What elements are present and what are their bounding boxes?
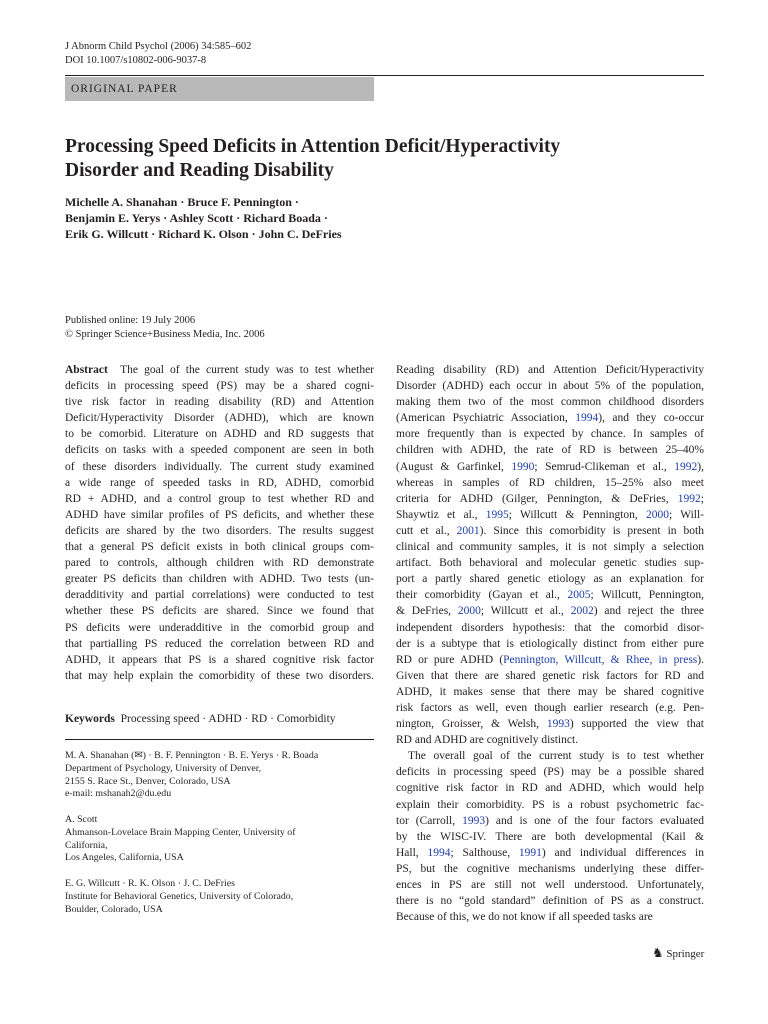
body-text: Given that there are shared genetic risk factors for RD and bbox=[396, 669, 704, 682]
body-line bbox=[396, 426, 704, 442]
body-text: cutt et al., bbox=[396, 524, 457, 537]
body-text: risk factors as well, even though earlier research (e.g. Pen- bbox=[396, 701, 704, 714]
abstract-line: deficits on tasks with a speeded component are seen in both bbox=[65, 444, 374, 457]
affiliation-line: Department of Psychology, University of Denver, bbox=[65, 762, 262, 774]
author-list bbox=[65, 194, 405, 242]
author-line: Benjamin E. Yerys · Ashley Scott · Richard Boada · bbox=[65, 211, 328, 225]
body-line bbox=[396, 877, 704, 893]
body-text: independent disorders hypothesis: that the comorbid disor- bbox=[396, 621, 704, 634]
abstract-line: of these disorders individually. The current study examined bbox=[65, 460, 374, 473]
doi-line: DOI 10.1007/s10802-006-9037-8 bbox=[65, 55, 207, 66]
article-title-line: Disorder and Reading Disability bbox=[65, 160, 334, 181]
body-text: ; Semrud-Clikeman et al., bbox=[534, 460, 675, 473]
body-line bbox=[396, 539, 704, 555]
body-line bbox=[396, 813, 704, 829]
body-text: ) and individual differences in bbox=[541, 846, 704, 859]
body-text: ADHD, it makes sense that there may be shared cognitive bbox=[396, 685, 704, 698]
body-text: cognitive risk factor in RD and ADHD, which would help bbox=[396, 782, 704, 795]
keywords bbox=[65, 711, 385, 727]
abstract-line: that a general PS deficit exists in both clinical groups com- bbox=[65, 541, 374, 554]
affiliation-line: Ahmanson-Lovelace Brain Mapping Center, University of bbox=[65, 826, 296, 838]
body-text: ences in PS are still not well understood. Unfortunately, bbox=[396, 879, 704, 891]
body-text: more frequently than is expected by chance. In samples of bbox=[396, 428, 704, 441]
body-text: ). bbox=[697, 653, 704, 666]
author-line: Erik G. Willcutt · Richard K. Olson · John C. DeFries bbox=[65, 227, 342, 241]
affiliation-line: M. A. Shanahan (✉) · B. F. Pennington · B. E. Yerys · R. Boada bbox=[65, 750, 319, 761]
citation-link[interactable]: 1993 bbox=[462, 814, 486, 827]
body-line bbox=[396, 652, 704, 668]
body-text: The overall goal of the current study is to test whether bbox=[408, 750, 704, 763]
body-text: ) and reject the three bbox=[593, 605, 704, 618]
body-text: port a partly shared genetic etiology as an explanation for bbox=[396, 573, 704, 586]
body-line bbox=[396, 764, 704, 780]
publisher-footer bbox=[652, 946, 704, 961]
body-text: der is a subtype that is etiologically distinct from either pure bbox=[396, 637, 704, 650]
body-line bbox=[396, 603, 704, 619]
body-line bbox=[396, 523, 704, 539]
header-rule bbox=[65, 75, 704, 76]
body-line bbox=[396, 571, 704, 587]
published-date: Published online: 19 July 2006 bbox=[65, 315, 196, 326]
citation-link[interactable]: 1994 bbox=[427, 846, 451, 859]
affiliation-block bbox=[65, 814, 374, 865]
body-line bbox=[396, 491, 704, 507]
abstract-line: tive risk factor in reading disability (RD) and Attention bbox=[65, 396, 374, 409]
body-line bbox=[396, 507, 704, 523]
body-text: Disorder (ADHD) each occur in about 5% of the population, bbox=[396, 380, 704, 393]
body-text: their comorbidity (Gayan et al., bbox=[396, 589, 568, 602]
body-text: artifact. Both behavioral and molecular genetic studies sup- bbox=[396, 557, 704, 570]
body-text: Hall, bbox=[396, 846, 428, 859]
abstract-line: The goal of the current study was to test whether bbox=[120, 364, 374, 376]
citation-link[interactable]: 2001 bbox=[456, 524, 480, 537]
citation-link[interactable]: 1992 bbox=[674, 460, 698, 473]
citation-link[interactable]: 1995 bbox=[485, 508, 509, 521]
affiliation-line: Institute for Behavioral Genetics, University of Colorado, bbox=[65, 890, 294, 902]
keywords-label: Keywords bbox=[65, 713, 115, 725]
body-text: whereas in samples of RD children, 15–25% also meet bbox=[396, 476, 704, 489]
body-text: (American Psychiatric Association, bbox=[396, 412, 576, 425]
affiliation-line: A. Scott bbox=[65, 814, 98, 825]
body-line bbox=[396, 394, 704, 410]
body-text: ) and is one of the four factors evaluated bbox=[485, 814, 704, 827]
body-text: ). Since this comorbidity is present in both bbox=[479, 524, 704, 537]
body-text: (August & Garfinkel, bbox=[396, 460, 512, 473]
body-text: ; Willcutt et al., bbox=[480, 605, 571, 618]
copyright-notice: © Springer Science+Business Media, Inc. 2006 bbox=[65, 329, 265, 340]
abstract-line: PS deficits were underadditive in the comorbid group and bbox=[65, 621, 374, 634]
body-line bbox=[396, 362, 704, 378]
abstract-line: RD + ADHD, and a control group to test whether RD and bbox=[65, 492, 374, 505]
abstract-line: whether these PS deficits are shared. Since we found that bbox=[65, 605, 374, 618]
body-text: ; Will- bbox=[669, 508, 704, 521]
body-text: ), and they co-occur bbox=[598, 412, 704, 425]
affiliation-line: California, bbox=[65, 839, 108, 851]
body-line bbox=[396, 668, 704, 684]
body-line bbox=[396, 442, 704, 458]
publication-info bbox=[65, 314, 265, 342]
affiliation-rule bbox=[65, 739, 374, 740]
body-line bbox=[396, 620, 704, 636]
citation-link[interactable]: 1991 bbox=[518, 846, 542, 859]
article-title-line: Processing Speed Deficits in Attention Deficit/Hyperactivity bbox=[65, 136, 561, 157]
body-text: Because of this, we do not know if all speeded tasks are bbox=[396, 911, 653, 924]
body-text: nington, Groisser, & Welsh, bbox=[396, 718, 547, 731]
body-text: tor (Carroll, bbox=[396, 814, 463, 827]
abstract bbox=[65, 362, 374, 684]
body-line bbox=[396, 829, 704, 845]
body-text: ), bbox=[697, 460, 704, 473]
abstract-line: that partialling PS reduced the correlation between RD and bbox=[65, 637, 374, 650]
body-text: PS, but the cognitive mechanisms underlying these differ- bbox=[396, 862, 704, 875]
citation-link[interactable]: 1990 bbox=[511, 460, 535, 473]
abstract-label: Abstract bbox=[65, 364, 108, 376]
body-text: making them two of the most common childhood disorders bbox=[396, 396, 704, 409]
abstract-line: deficits in processing speed (PS) may be a shared cogni- bbox=[65, 380, 374, 393]
affiliation-line: E. G. Willcutt · R. K. Olson · J. C. DeFries bbox=[65, 878, 236, 889]
citation-link[interactable]: 1993 bbox=[546, 718, 570, 731]
body-text: & DeFries, bbox=[396, 605, 458, 618]
body-text: Reading disability (RD) and Attention Deficit/Hyperactivity bbox=[396, 364, 704, 376]
citation-link[interactable]: 1992 bbox=[677, 492, 701, 505]
body-line bbox=[396, 909, 704, 925]
citation-link[interactable]: 1994 bbox=[575, 412, 599, 425]
citation-link[interactable]: Pennington, Willcutt, & Rhee, in press bbox=[503, 653, 698, 666]
abstract-line: ADHD have similar profiles of PS deficits, and whether these bbox=[65, 508, 374, 521]
affiliation-line: 2155 S. Race St., Denver, Colorado, USA bbox=[65, 775, 231, 787]
journal-header bbox=[65, 40, 251, 68]
body-text: RD and ADHD are cognitively distinct. bbox=[396, 734, 579, 747]
body-line bbox=[396, 684, 704, 700]
body-line bbox=[396, 636, 704, 652]
body-line bbox=[396, 475, 704, 491]
body-text: there is no “gold standard” definition of PS as a construct. bbox=[396, 895, 704, 908]
body-line bbox=[396, 716, 704, 732]
body-text: children with ADHD, the rate of RD is between 25–40% bbox=[396, 444, 704, 457]
body-line bbox=[396, 845, 704, 861]
abstract-line: greater PS deficits than children with ADHD. Two tests (un- bbox=[65, 573, 374, 586]
keywords-text: Processing speed · ADHD · RD · Comorbidity bbox=[120, 713, 336, 725]
body-line bbox=[396, 732, 704, 748]
body-text: RD or pure ADHD ( bbox=[396, 653, 504, 666]
abstract-line: deradditivity and partial correlations) were conducted to test bbox=[65, 589, 374, 602]
article-title bbox=[65, 135, 695, 183]
body-line bbox=[396, 555, 704, 571]
body-line bbox=[396, 748, 704, 764]
body-line bbox=[396, 378, 704, 394]
body-line bbox=[396, 410, 704, 426]
abstract-line: to be comorbid. Literature on ADHD and RD suggests that bbox=[65, 428, 374, 441]
body-text: explain their comorbidity. PS is a robust psychometric fac- bbox=[396, 798, 704, 811]
abstract-text bbox=[65, 364, 374, 682]
abstract-line: that may help explain the comorbidity of these two disorders. bbox=[65, 669, 374, 682]
section-label: ORIGINAL PAPER bbox=[65, 77, 374, 101]
abstract-line: Deficit/Hyperactivity Disorder (ADHD), which are known bbox=[65, 412, 374, 425]
author-line: Michelle A. Shanahan · Bruce F. Pennington · bbox=[65, 195, 299, 209]
abstract-line: ADHD, it appears that PS is a shared cognitive risk factor bbox=[65, 653, 374, 666]
body-text: ; bbox=[700, 492, 704, 505]
affiliation-block bbox=[65, 750, 374, 801]
body-line bbox=[396, 893, 704, 909]
body-line bbox=[396, 459, 704, 475]
body-text: ; Willcutt, Pennington, bbox=[590, 589, 704, 602]
body-text: ) supported the view that bbox=[569, 718, 704, 731]
body-text: by the WISC-IV. There are both developmental (Kail & bbox=[396, 830, 704, 843]
author-email[interactable]: e-mail: mshanah2@du.edu bbox=[65, 788, 172, 800]
body-line bbox=[396, 587, 704, 603]
citation-link[interactable]: 2000 bbox=[646, 508, 669, 521]
publisher-name: Springer bbox=[666, 948, 705, 960]
body-line bbox=[396, 780, 704, 796]
body-line bbox=[396, 700, 704, 716]
body-text: Shaywtiz et al., bbox=[396, 508, 486, 521]
springer-horse-icon: ♞ bbox=[652, 945, 664, 960]
journal-citation: J Abnorm Child Psychol (2006) 34:585–602 bbox=[65, 41, 252, 52]
citation-link[interactable]: 2002 bbox=[570, 605, 594, 618]
affiliation-line: Boulder, Colorado, USA bbox=[65, 903, 163, 915]
abstract-line: deficits are shared by the two disorders. The results suggest bbox=[65, 524, 374, 537]
abstract-line: a wide range of speeded tasks in RD, ADHD, comorbid bbox=[65, 476, 374, 489]
body-line bbox=[396, 797, 704, 813]
abstract-line: pared to controls, although children with RD demonstrate bbox=[65, 557, 374, 570]
body-text: ; Willcutt & Pennington, bbox=[508, 508, 646, 521]
affiliation-block bbox=[65, 878, 374, 916]
body-text: deficits in processing speed (PS) may be a possible shared bbox=[396, 766, 704, 779]
body-text: criteria for ADHD (Gilger, Pennington, & DeFries, bbox=[396, 492, 678, 505]
body-text: ; Salthouse, bbox=[450, 846, 519, 859]
affiliation-line: Los Angeles, California, USA bbox=[65, 852, 184, 864]
citation-link[interactable]: 2000 bbox=[457, 605, 481, 618]
citation-link[interactable]: 2005 bbox=[567, 589, 591, 602]
body-line bbox=[396, 861, 704, 877]
body-text: clinical and community samples, it is not simply a selection bbox=[396, 541, 704, 554]
body-text-column bbox=[396, 362, 704, 925]
